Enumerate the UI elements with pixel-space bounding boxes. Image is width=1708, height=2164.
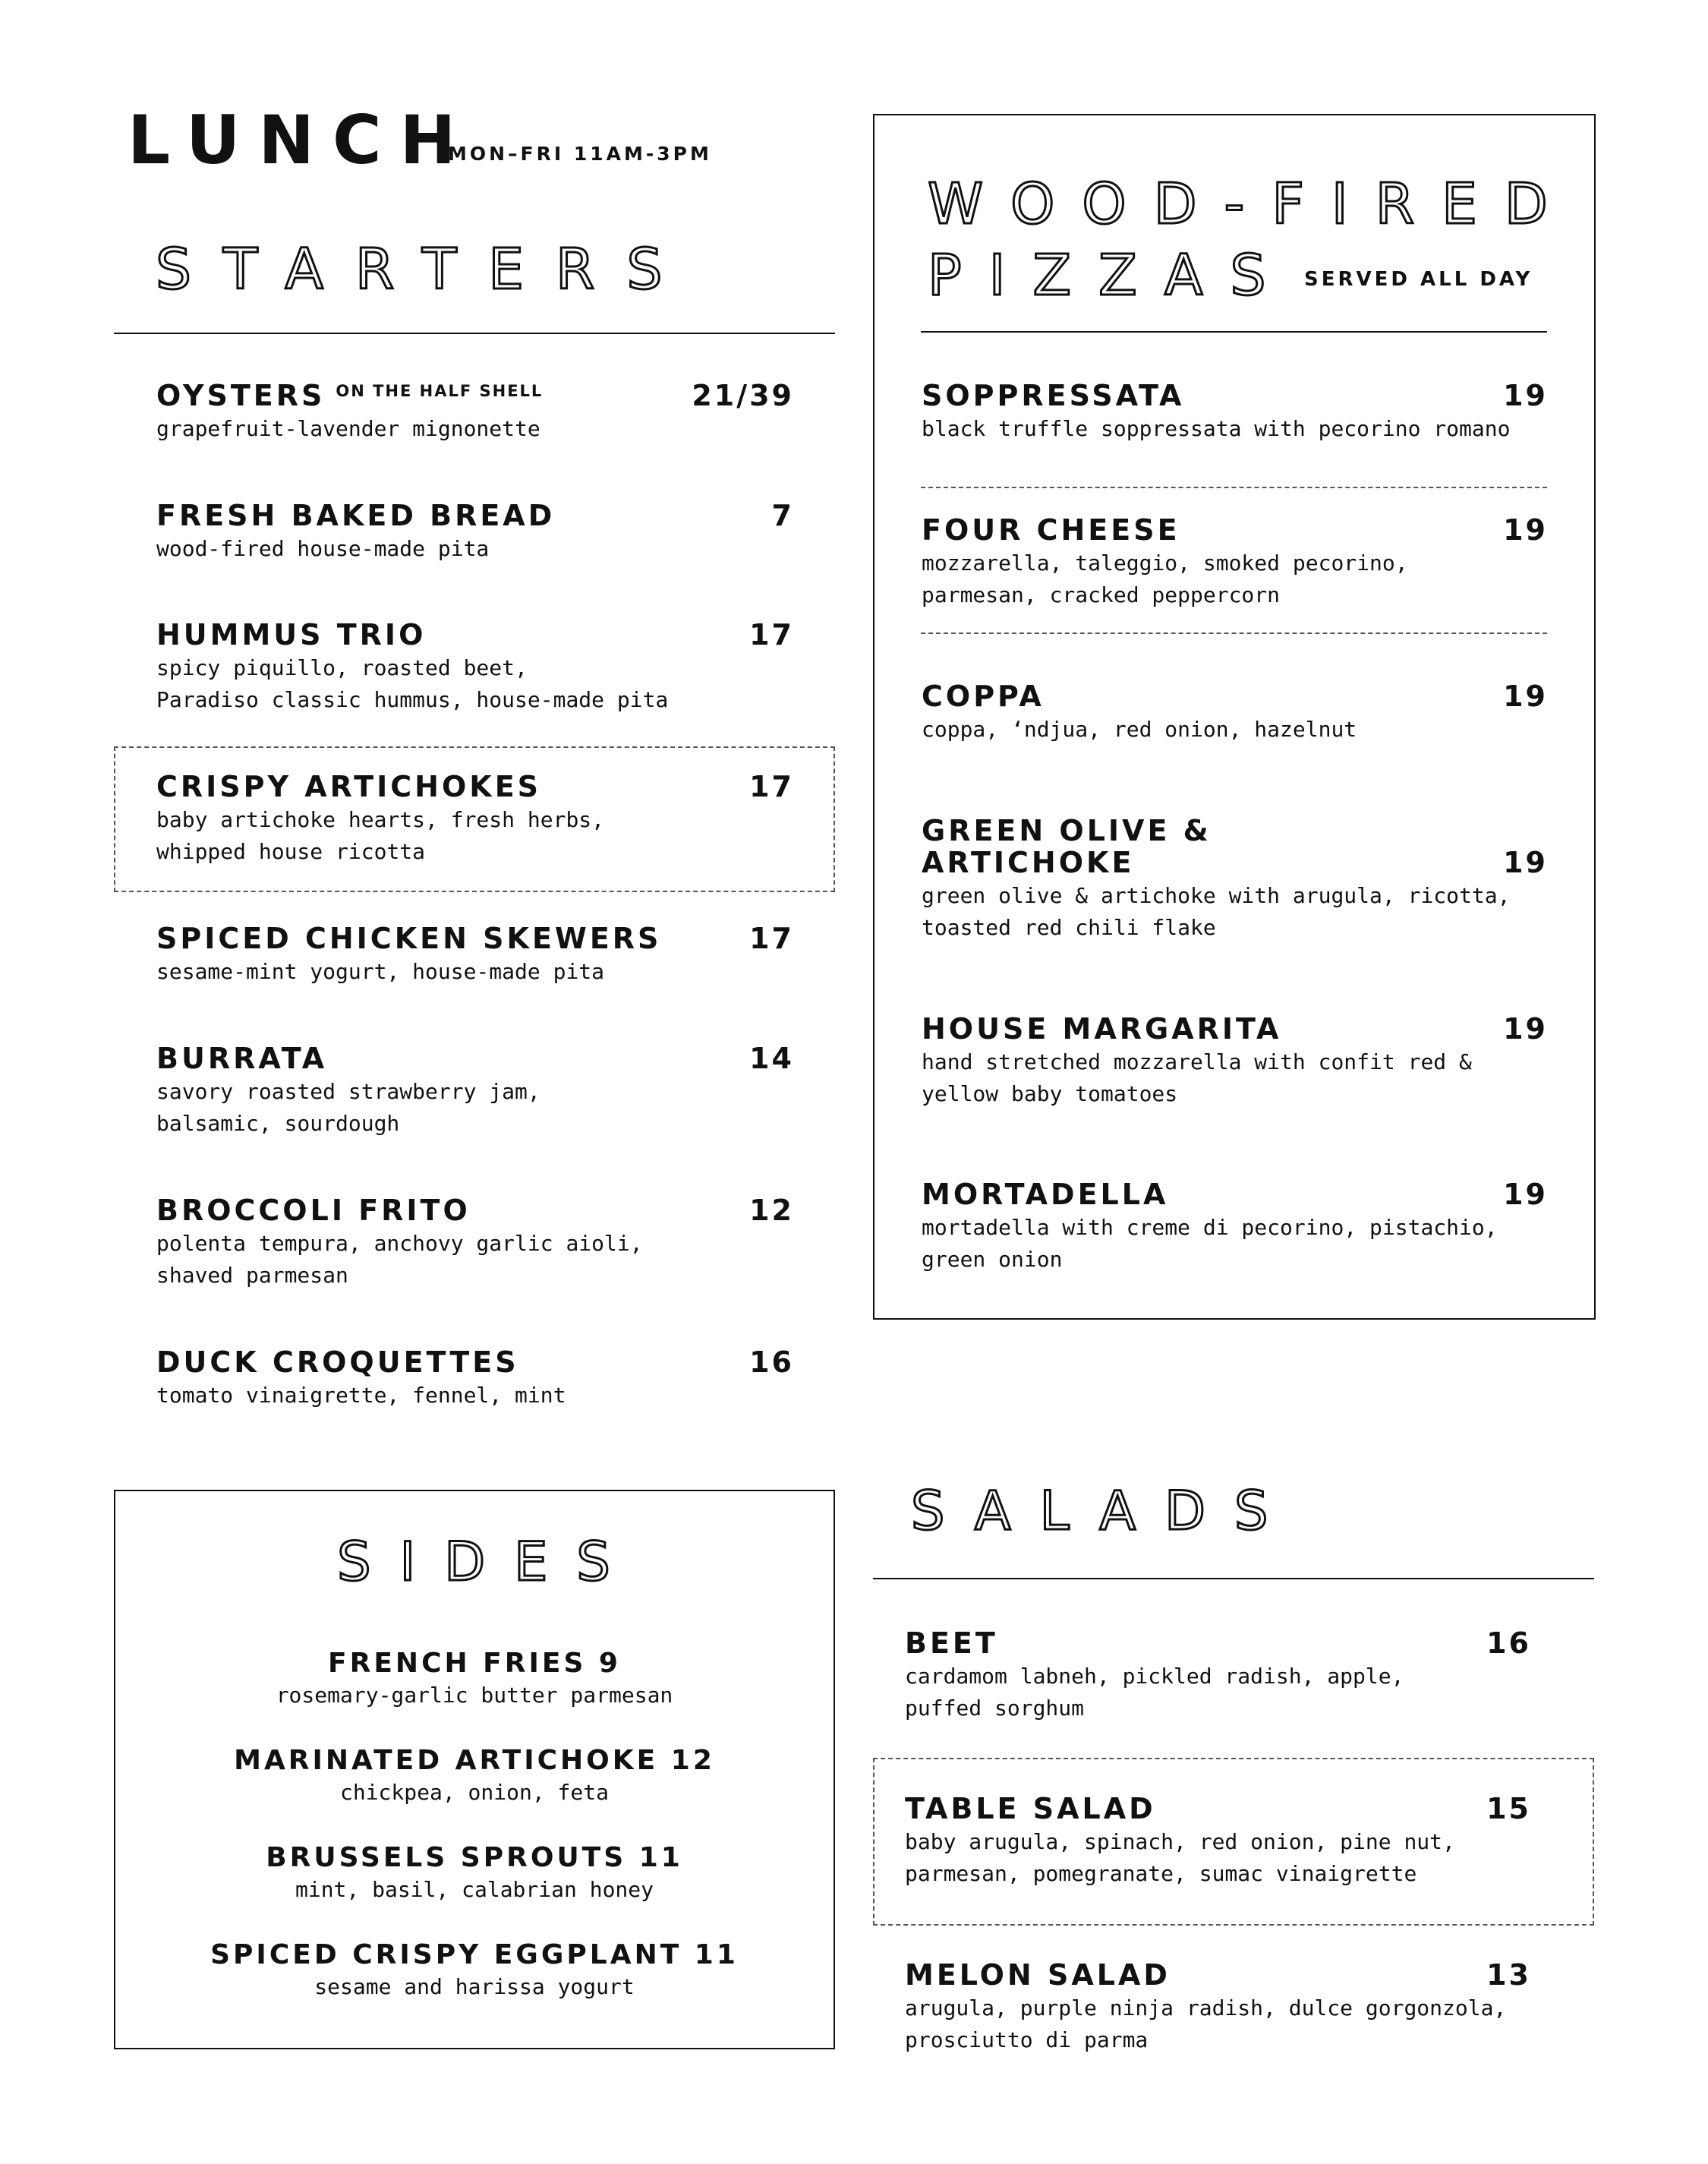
item-price: 19 <box>1503 379 1548 412</box>
item-description: coppa, ‘ndjua, red onion, hazelnut <box>922 717 1357 742</box>
item-price: 19 <box>1503 1012 1548 1046</box>
item-price: 19 <box>1503 680 1548 713</box>
item-description: arugula, purple ninja radish, dulce gorgonzola, prosciutto di parma <box>905 1995 1507 2052</box>
item-name: CRISPY ARTICHOKES <box>156 770 542 803</box>
salad-item-beet <box>905 1627 1531 1724</box>
item-name: SPICED CHICKEN SKEWERS <box>156 922 662 955</box>
menu-item-oysters <box>156 380 794 445</box>
served-all-day-note: SERVED ALL DAY <box>1304 268 1533 291</box>
item-note: ON THE HALF SHELL <box>336 382 544 400</box>
item-description: tomato vinaigrette, fennel, mint <box>156 1383 566 1408</box>
menu-item-duck-croquettes <box>156 1346 794 1412</box>
pizzas-heading-line1: WOOD-FIRED <box>928 172 1575 237</box>
item-name: MORTADELLA <box>922 1178 1169 1211</box>
item-name: FOUR CHEESE <box>922 513 1180 547</box>
item-name: COPPA <box>922 680 1045 713</box>
item-name: FRESH BAKED BREAD <box>156 499 556 532</box>
item-price: 19 <box>1503 1178 1548 1211</box>
sides-heading: SIDES <box>337 1531 639 1593</box>
menu-item-house-margarita <box>922 1013 1548 1110</box>
item-price: 17 <box>749 618 794 651</box>
pizzas-heading-line2: PIZZAS <box>928 243 1294 308</box>
item-price: 13 <box>1486 1958 1531 1992</box>
menu-item-spiced-chicken-skewers <box>156 923 794 988</box>
item-name: TABLE SALAD <box>905 1792 1156 1825</box>
starters-heading: STARTERS <box>156 237 695 302</box>
item-name: FRENCH FRIES 9 <box>328 1648 621 1679</box>
dashed-divider <box>921 487 1547 488</box>
item-price: 12 <box>749 1194 794 1227</box>
item-description: cardamom labneh, pickled radish, apple, puffed sorghum <box>905 1664 1404 1721</box>
item-price: 17 <box>749 922 794 955</box>
item-price: 15 <box>1486 1792 1531 1825</box>
item-name: BRUSSELS SPROUTS 11 <box>266 1842 683 1873</box>
starters-divider <box>114 333 835 334</box>
item-name: HUMMUS TRIO <box>156 618 427 651</box>
item-name: BURRATA <box>156 1042 328 1075</box>
salad-item-melon-salad <box>905 1959 1531 2056</box>
item-description: baby artichoke hearts, fresh herbs, whipped house ricotta <box>156 807 605 864</box>
item-name: SPICED CRISPY EGGPLANT 11 <box>210 1939 739 1970</box>
item-name: BROCCOLI FRITO <box>156 1194 471 1227</box>
item-description: sesame-mint yogurt, house-made pita <box>156 959 605 984</box>
menu-item-burrata <box>156 1043 794 1140</box>
side-item-marinated-artichoke <box>114 1745 835 1809</box>
menu-item-mortadella <box>922 1178 1548 1276</box>
item-description: chickpea, onion, feta <box>339 1780 609 1805</box>
item-description: black truffle soppressata with pecorino romano <box>922 416 1511 441</box>
item-price: 19 <box>1503 513 1548 547</box>
item-price: 16 <box>1486 1626 1531 1660</box>
item-name: MELON SALAD <box>905 1958 1171 1992</box>
salads-divider <box>873 1578 1594 1579</box>
item-description: polenta tempura, anchovy garlic aioli, shaved parmesan <box>156 1231 643 1288</box>
item-description: mozzarella, taleggio, smoked pecorino, parmesan, cracked peppercorn <box>922 550 1408 607</box>
item-price: 7 <box>771 499 794 532</box>
pizzas-divider <box>921 331 1547 333</box>
item-price: 19 <box>1503 846 1548 879</box>
item-price: 21/39 <box>692 379 794 412</box>
item-name: SOPPRESSATA <box>922 379 1185 412</box>
salad-item-table-salad <box>905 1793 1531 1890</box>
menu-title: LUNCH <box>128 101 474 179</box>
item-description: rosemary-garlic butter parmesan <box>276 1683 673 1708</box>
dashed-divider <box>921 632 1547 634</box>
item-description: baby arugula, spinach, red onion, pine nut, parmesan, pomegranate, sumac vinaigrette <box>905 1829 1455 1886</box>
item-price: 14 <box>749 1042 794 1075</box>
menu-item-hummus-trio <box>156 619 794 716</box>
item-name: MARINATED ARTICHOKE 12 <box>234 1745 715 1776</box>
salads-heading: SALADS <box>911 1480 1297 1542</box>
lunch-hours: MON–FRI 11AM-3PM <box>448 143 712 165</box>
item-price: 17 <box>749 770 794 803</box>
menu-item-four-cheese <box>922 514 1548 611</box>
side-item-brussels-sprouts <box>114 1842 835 1906</box>
item-description: mint, basil, calabrian honey <box>295 1877 654 1902</box>
item-description: savory roasted strawberry jam, balsamic, sourdough <box>156 1079 540 1136</box>
item-description: spicy piquillo, roasted beet, Paradiso classic hummus, house-made pita <box>156 655 669 712</box>
side-item-french-fries <box>114 1648 835 1711</box>
menu-item-soppressata <box>922 380 1548 445</box>
item-description: hand stretched mozzarella with confit red & yellow baby tomatoes <box>922 1049 1472 1106</box>
item-name-continued: ARTICHOKE <box>922 846 1135 879</box>
item-description: grapefruit-lavender mignonette <box>156 416 540 441</box>
item-name: HOUSE MARGARITA <box>922 1012 1282 1046</box>
menu-item-crispy-artichokes <box>156 771 794 868</box>
item-description: mortadella with creme di pecorino, pistachio, green onion <box>922 1215 1498 1272</box>
item-name: BEET <box>905 1626 998 1660</box>
menu-item-coppa <box>922 680 1548 746</box>
item-name: DUCK CROQUETTES <box>156 1345 519 1379</box>
item-price: 16 <box>749 1345 794 1379</box>
item-name: GREEN OLIVE & <box>922 814 1212 847</box>
menu-item-fresh-baked-bread <box>156 500 794 565</box>
item-name: OYSTERS <box>156 379 326 412</box>
menu-item-broccoli-frito <box>156 1194 794 1292</box>
item-description: sesame and harissa yogurt <box>314 1974 635 1999</box>
item-description: green olive & artichoke with arugula, ricotta, toasted red chili flake <box>922 883 1511 940</box>
side-item-spiced-crispy-eggplant <box>114 1939 835 2003</box>
item-description: wood-fired house-made pita <box>156 536 490 561</box>
menu-item-green-olive-artichoke <box>922 815 1548 944</box>
